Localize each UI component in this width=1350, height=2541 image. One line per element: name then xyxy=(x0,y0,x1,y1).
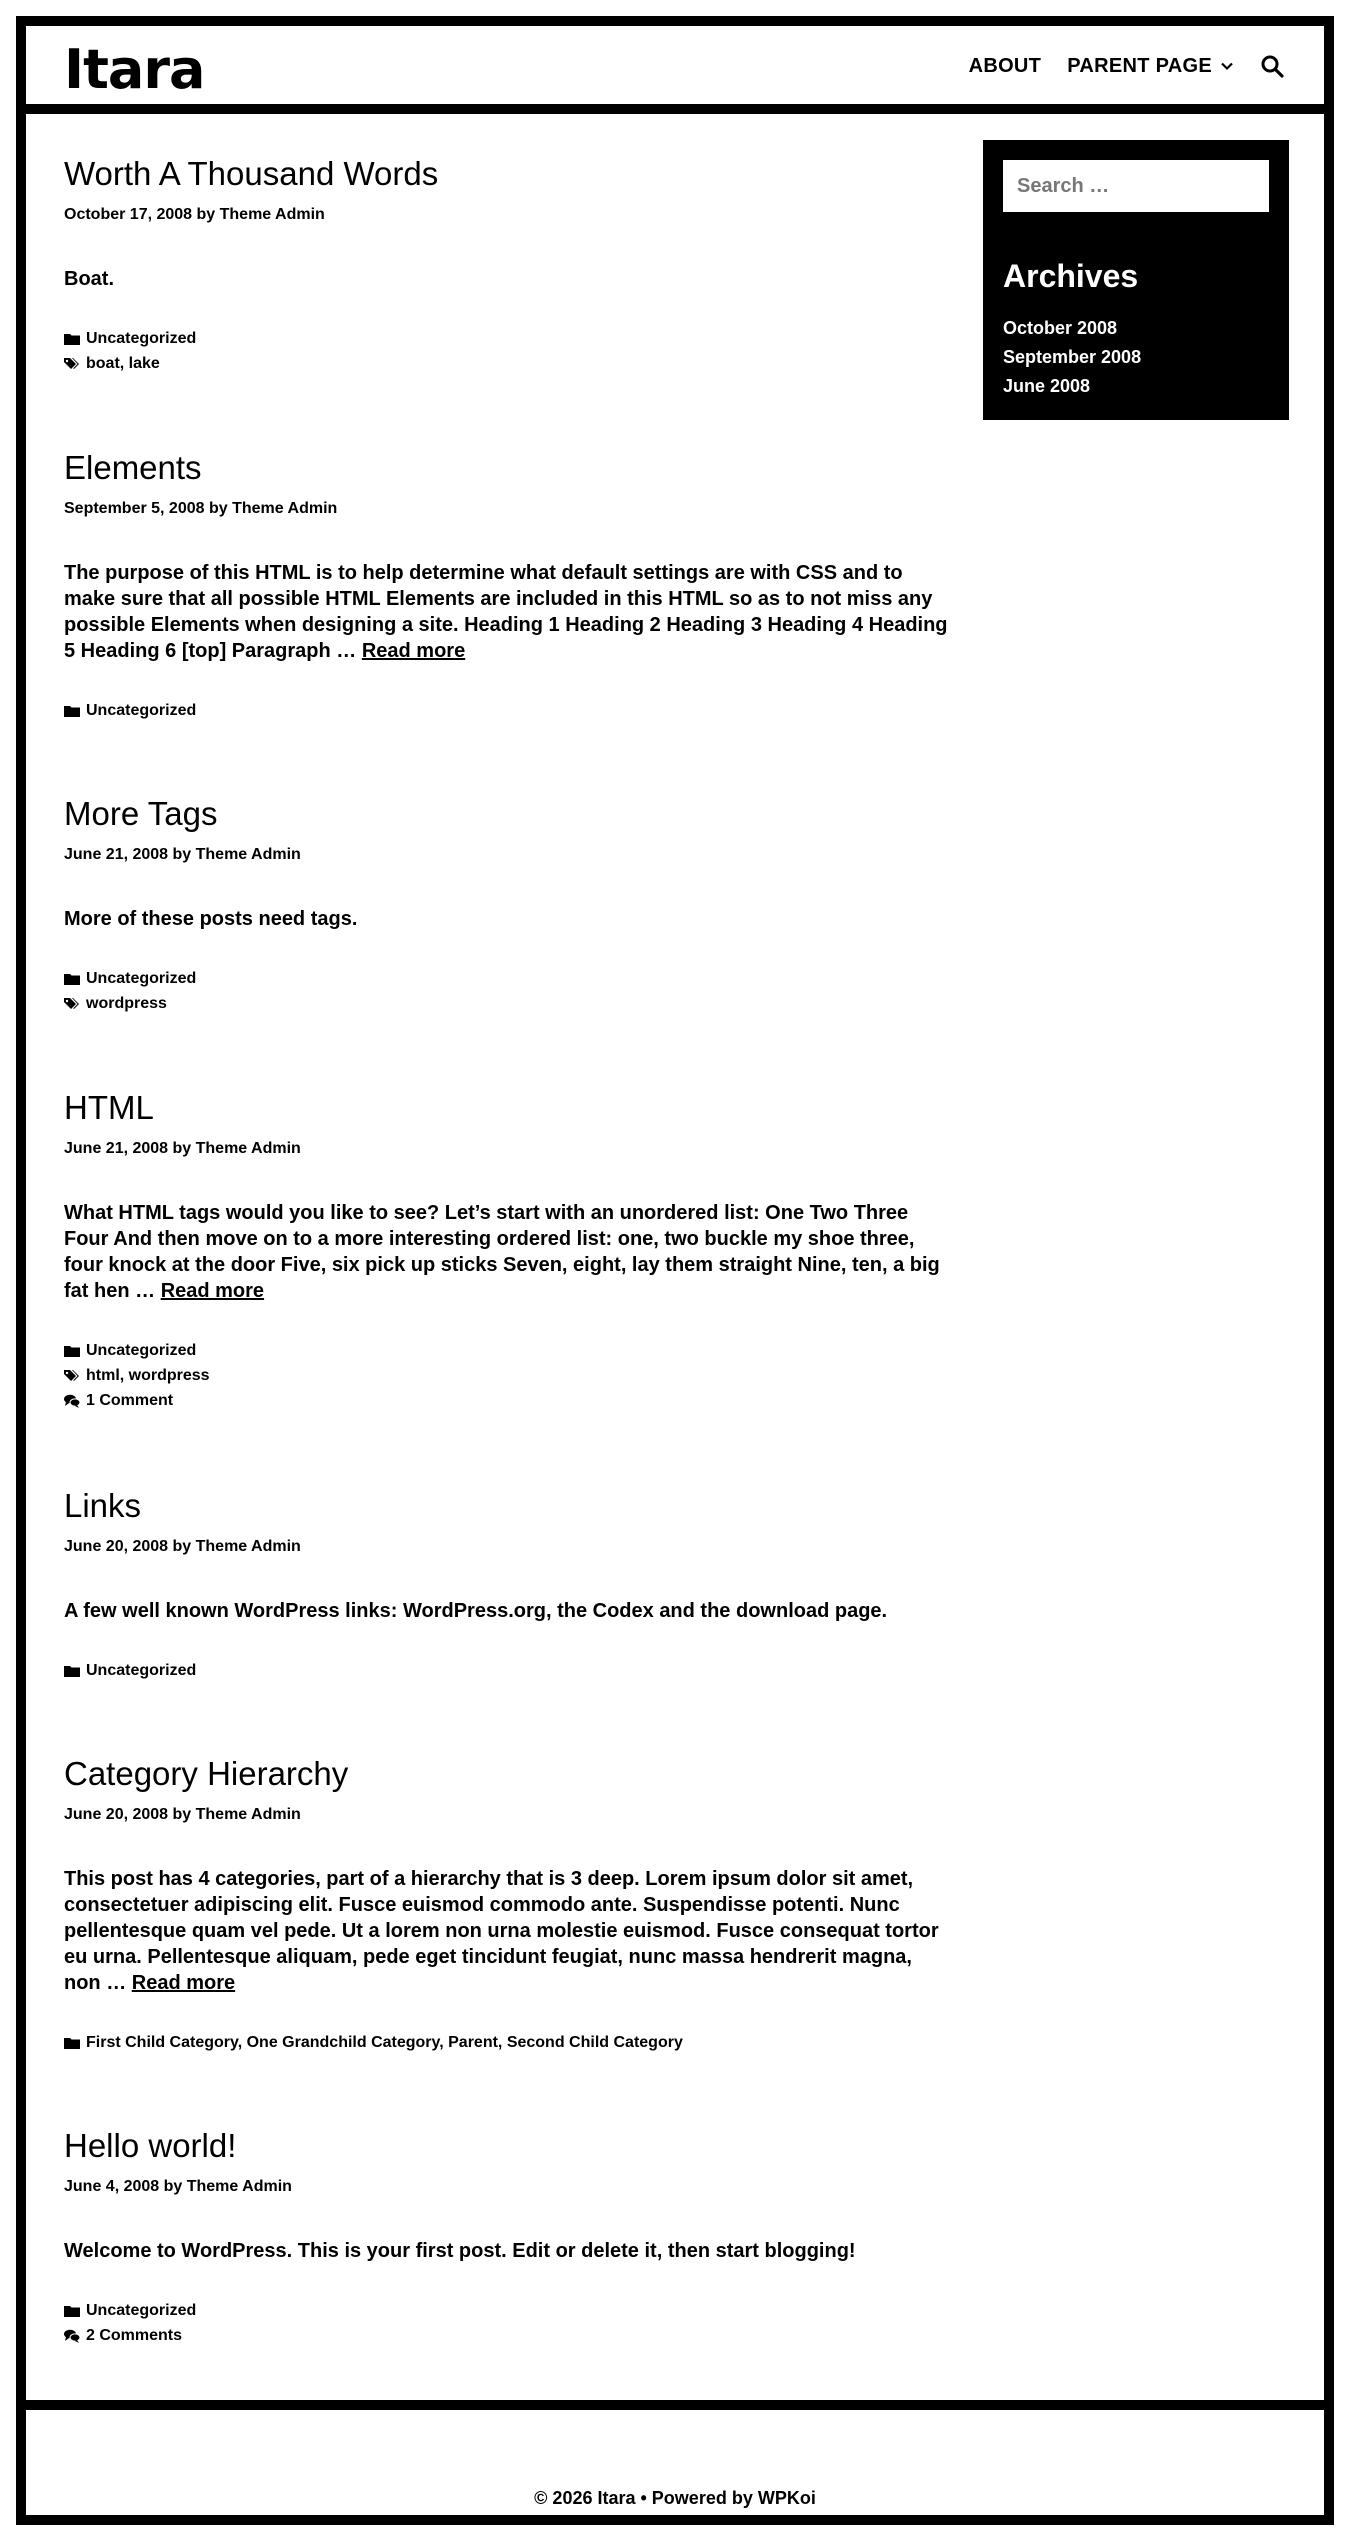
folder-icon xyxy=(64,1664,80,1678)
post-excerpt: A few well known WordPress links: WordPress.org, the Codex and the download page. xyxy=(64,1600,888,1622)
post xyxy=(64,1088,954,1413)
comments-link[interactable]: 2 Comments xyxy=(86,2327,183,2344)
post-excerpt: More of these posts need tags. xyxy=(64,908,358,930)
post-footer-meta xyxy=(64,1658,954,1683)
post-comments xyxy=(64,2323,954,2348)
tags-icon xyxy=(64,1369,80,1383)
post-title[interactable]: Worth A Thousand Words xyxy=(64,155,439,192)
search-icon[interactable] xyxy=(1260,54,1284,78)
nav-parent-page-label: PARENT PAGE xyxy=(1067,54,1212,77)
post-comments xyxy=(64,1388,954,1413)
post-excerpt xyxy=(64,560,954,664)
folder-icon xyxy=(64,972,80,986)
nav-parent-page[interactable] xyxy=(1067,55,1234,78)
archive-link-june-2008[interactable]: June 2008 xyxy=(1003,376,1091,396)
folder-icon xyxy=(64,2036,80,2050)
tags-icon xyxy=(64,357,80,371)
folder-icon xyxy=(64,332,80,346)
archives-list xyxy=(1003,314,1269,401)
post-categories xyxy=(64,1658,954,1683)
site-header xyxy=(26,26,1324,114)
post-excerpt xyxy=(64,1866,954,1996)
folder-icon xyxy=(64,704,80,718)
post-excerpt-text: What HTML tags would you like to see? Let’s start with an unordered list: One Two Three Four And then move on to a more interesting ordered list: one, two buckle my shoe three, four knock at the door Five, six pick up sticks Seven, eight, lay them straight Nine, ten, a big fat hen … xyxy=(64,1202,940,1302)
category-link[interactable]: First Child Category, One Grandchild Category, Parent, Second Child Category xyxy=(86,2034,683,2051)
page-frame xyxy=(16,16,1334,2525)
post-title[interactable]: Category Hierarchy xyxy=(64,1755,349,1792)
category-link[interactable]: Uncategorized xyxy=(86,1662,197,1679)
tags-icon xyxy=(64,997,80,1011)
read-more-link[interactable]: Read more xyxy=(160,1280,265,1302)
post xyxy=(64,1486,954,1683)
post-excerpt-text: This post has 4 categories, part of a hierarchy that is 3 deep. Lorem ipsum dolor sit amet, consectetuer adipiscing elit. Fusce euismod commodo ante. Suspendisse potenti. Nunc pellentesque quam vel pede. Ut a lorem non urna molestie euismod. Fusce consequat tortor eu urna. Pellentesque aliquam, pede eget tincidunt feugiat, nunc massa hendrerit magna, non … xyxy=(64,1868,939,1994)
archives-title: Archives xyxy=(1003,258,1139,294)
post xyxy=(64,794,954,1016)
post-meta[interactable]: June 20, 2008 by Theme Admin xyxy=(64,1538,301,1555)
post-categories xyxy=(64,326,438,351)
post-title[interactable]: Elements xyxy=(64,449,202,486)
post-title[interactable]: More Tags xyxy=(64,795,218,832)
post-categories xyxy=(64,2298,954,2323)
comments-icon xyxy=(64,2329,80,2343)
site-title[interactable]: Itara xyxy=(64,38,205,101)
comments-icon xyxy=(64,1394,80,1408)
post-excerpt: Boat. xyxy=(64,268,114,290)
post-footer-meta xyxy=(64,698,954,723)
search-input[interactable] xyxy=(1003,160,1269,212)
category-link[interactable]: Uncategorized xyxy=(86,702,197,719)
nav-about[interactable]: ABOUT xyxy=(968,54,1042,77)
folder-icon xyxy=(64,1344,80,1358)
category-link[interactable]: Uncategorized xyxy=(86,2302,197,2319)
post-title[interactable]: Hello world! xyxy=(64,2127,237,2164)
post-categories xyxy=(64,1338,954,1363)
post-tags xyxy=(64,351,438,376)
post xyxy=(64,154,438,376)
read-more-link[interactable]: Read more xyxy=(361,640,466,662)
post-footer-meta xyxy=(64,2298,954,2348)
post-categories xyxy=(64,966,954,991)
post-excerpt: Welcome to WordPress. This is your first post. Edit or delete it, then start blogging! xyxy=(64,2240,856,2262)
chevron-down-icon xyxy=(1220,59,1234,73)
post-tags xyxy=(64,991,954,1016)
copyright: © 2026 Itara • Powered by WPKoi xyxy=(534,2488,816,2508)
post-excerpt-text: The purpose of this HTML is to help determine what default settings are with CSS and to make sure that all possible HTML Elements are included in this HTML so as to not miss any possible Elements when designing a site. Heading 1 Heading 2 Heading 3 Heading 4 Heading 5 Heading 6 [top] Paragraph … xyxy=(64,562,948,662)
post-meta[interactable]: September 5, 2008 by Theme Admin xyxy=(64,500,338,517)
tag-links[interactable]: html, wordpress xyxy=(86,1367,210,1384)
post-footer-meta xyxy=(64,966,954,1016)
post-title[interactable]: HTML xyxy=(64,1089,154,1126)
post-meta[interactable]: June 4, 2008 by Theme Admin xyxy=(64,2178,292,2195)
comments-link[interactable]: 1 Comment xyxy=(86,1392,174,1409)
post xyxy=(64,448,954,723)
archive-link-october-2008[interactable]: October 2008 xyxy=(1003,318,1118,338)
site-footer xyxy=(26,2400,1324,2515)
post-categories xyxy=(64,2030,954,2055)
post-meta[interactable]: June 20, 2008 by Theme Admin xyxy=(64,1806,301,1823)
post xyxy=(64,2126,954,2348)
post-meta[interactable]: June 21, 2008 by Theme Admin xyxy=(64,1140,301,1157)
category-link[interactable]: Uncategorized xyxy=(86,1342,197,1359)
post-title[interactable]: Links xyxy=(64,1487,142,1524)
post-excerpt xyxy=(64,1200,954,1304)
archive-link-september-2008[interactable]: September 2008 xyxy=(1003,347,1142,367)
post-tags xyxy=(64,1363,954,1388)
post-footer-meta xyxy=(64,1338,954,1413)
category-link[interactable]: Uncategorized xyxy=(86,330,197,347)
post-footer-meta xyxy=(64,2030,954,2055)
post-meta[interactable]: June 21, 2008 by Theme Admin xyxy=(64,846,301,863)
folder-icon xyxy=(64,2304,80,2318)
post xyxy=(64,1754,954,2055)
read-more-link[interactable]: Read more xyxy=(131,1972,236,1994)
sidebar xyxy=(983,140,1289,420)
tag-links[interactable]: boat, lake xyxy=(86,355,160,372)
main-nav xyxy=(969,54,1284,78)
category-link[interactable]: Uncategorized xyxy=(86,970,197,987)
post-footer-meta xyxy=(64,326,438,376)
tag-links[interactable]: wordpress xyxy=(86,995,167,1012)
post-meta[interactable]: October 17, 2008 by Theme Admin xyxy=(64,206,325,223)
post-categories xyxy=(64,698,954,723)
